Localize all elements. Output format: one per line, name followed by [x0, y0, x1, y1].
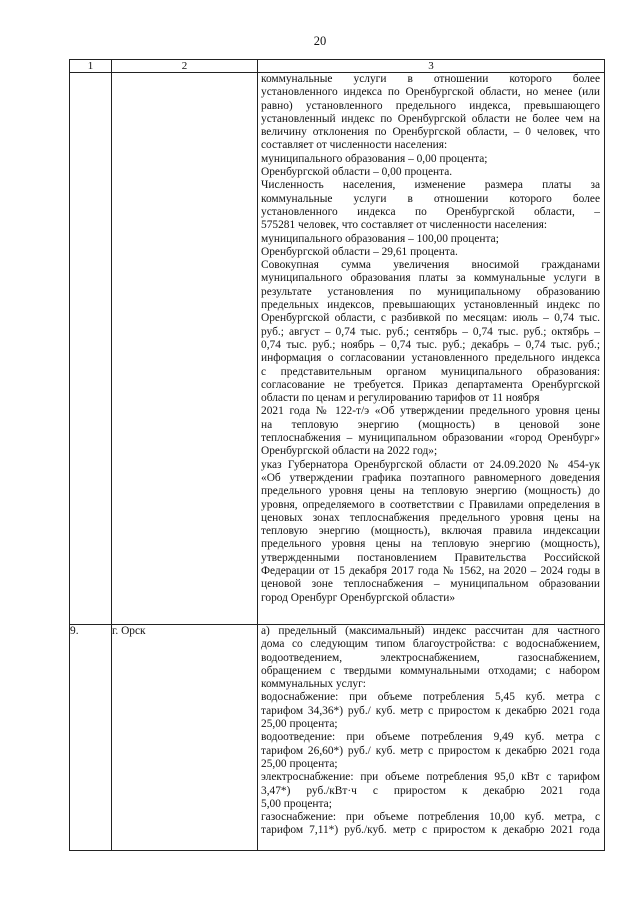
text-line: предельных индексов, превышающих установленный индекс по	[261, 299, 600, 312]
locality-cell: г. Орск	[112, 625, 258, 851]
header-col-2: 2	[112, 60, 258, 73]
text-line: равно) установленного предельного индекса, превышающего	[261, 99, 600, 112]
text-line: водоотведение: при объеме потребления 9,49 куб. метра с	[261, 731, 600, 744]
text-line: предельного уровня цены на тепловую энергию (мощность) до	[261, 485, 600, 498]
text-line: указ Губернатора Оренбургской области от 24.09.2020 № 454-ук	[261, 458, 600, 471]
text-line: ценовых зонах теплоснабжения предельного уровня цены на	[261, 511, 600, 524]
text-line: установленный индекс по Оренбургской области не более чем на	[261, 112, 600, 125]
text-line: уровня, определяемого в соответствии с Правилами определения в	[261, 498, 600, 511]
header-col-3: 3	[258, 60, 605, 73]
text-line: коммунальных услуг:	[261, 678, 366, 691]
text-line: Численность населения, изменение размера платы за	[261, 179, 600, 192]
text-line: теплоснабжения – муниципальном образовании «город Оренбург»	[261, 432, 600, 445]
data-table	[69, 59, 605, 851]
text-line: 25,00 процента;	[261, 757, 338, 770]
text-line: Совокупная сумма увеличения вносимой гражданами	[261, 259, 600, 272]
text-line: Федерации от 15 декабря 2017 года № 1562, на 2020 – 2024 годы в	[261, 564, 600, 577]
text-line: 0,74 тыс. руб.; ноябрь – 0,74 тыс. руб.; декабрь – 0,74 тыс. руб.;	[261, 338, 600, 351]
text-line: установленного индекса по Оренбургской области, но менее (или	[261, 86, 600, 99]
text-line: руб.; август – 0,74 тыс. руб.; сентябрь – 0,74 тыс. руб.; октябрь –	[261, 325, 600, 338]
text-line: утвержденными постановлением Правительства Российской	[261, 551, 600, 564]
text-line: водоотведением, электроснабжением, газоснабжением,	[261, 651, 600, 664]
page-number: 20	[313, 34, 327, 48]
text-line: Оренбургской области на 2022 год»;	[261, 445, 438, 458]
text-line: муниципального образования – 0,00 процента;	[261, 152, 488, 165]
text-line: газоснабжение: при объеме потребления 10,00 куб. метра, с	[261, 811, 600, 824]
text-line: дома со следующим типом благоустройства: с водоснабжением,	[261, 638, 600, 651]
description-cell	[258, 625, 605, 851]
text-line: водоснабжение: при объеме потребления 5,45 куб. метра с	[261, 691, 600, 704]
text-line: коммунальные услуги в отношении которого более	[261, 192, 600, 205]
locality-cell	[112, 73, 258, 625]
text-line: Оренбургской области, с разбивкой по месяцам: июль – 0,74 тыс.	[261, 312, 600, 325]
text-line: предельного уровня цены на тепловую энергию (мощность),	[261, 538, 600, 551]
text-line: на тепловую энергию (мощность) в ценовой зоне	[261, 418, 600, 431]
text-line: электроснабжение: при объеме потребления 95,0 кВт с тарифом	[261, 771, 600, 784]
text-line: тарифом 7,11*) руб./куб. метр с приростом к декабрю 2021 года	[261, 824, 600, 837]
text-line: составляет от численности населения:	[261, 139, 448, 152]
text-line: с представительным органом муниципального образования:	[261, 365, 600, 378]
text-line: тарифом 26,60*) руб./ куб. метр с приростом к декабрю 2021 года	[261, 744, 600, 757]
text-line: город Оренбург Оренбургской области»	[261, 591, 456, 604]
text-line: области по ценам и регулированию тарифов от 11 ноября	[261, 392, 540, 405]
text-line: коммунальные услуги в отношении которого более	[261, 73, 600, 85]
text-line: ценовой зоне теплоснабжения – муниципальном образовании	[261, 578, 600, 591]
text-line: согласование не требуется. Приказ департамента Оренбургской	[261, 378, 600, 391]
row-number-cell	[70, 73, 112, 625]
text-line: величину отклонения по Оренбургской области, – 0 человек, что	[261, 126, 600, 139]
text-line: тарифом 34,36*) руб./ куб. метр с приростом к декабрю 2021 года	[261, 704, 600, 717]
text-line: обращением с твердыми коммунальными отходами; с набором	[261, 664, 600, 677]
text-line: а) предельный (максимальный) индекс рассчитан для частного	[261, 625, 600, 637]
text-line: 5,00 процента;	[261, 797, 332, 810]
table-header-row	[70, 60, 605, 73]
text-line: муниципального образования платы за коммунальные услуги в	[261, 272, 600, 285]
description-cell	[258, 73, 605, 625]
description-text	[258, 73, 604, 605]
table-row	[70, 73, 605, 625]
text-line: муниципального образования – 100,00 процента;	[261, 232, 499, 245]
text-line: тепловую энергию (мощность), включая правила индексации	[261, 525, 600, 538]
text-line: Оренбургской области – 29,61 процента.	[261, 245, 458, 258]
text-line: 3,47*) руб./кВт·ч с приростом к декабрю 2021 года	[261, 784, 600, 797]
text-line: 2021 года № 122-т/э «Об утверждении предельного уровня цены	[261, 405, 600, 418]
text-line: результате установления по муниципальному образованию	[261, 285, 600, 298]
text-line: установленного индекса по Оренбургской области, –	[261, 205, 600, 218]
text-line: информация о согласовании установленного предельного индекса	[261, 352, 600, 365]
table-row	[70, 625, 605, 851]
row-number-cell: 9.	[70, 625, 112, 851]
text-line: 575281 человек, что составляет от численности населения:	[261, 219, 548, 232]
text-line: «Об утверждении графика поэтапного равномерного доведения	[261, 471, 600, 484]
header-col-1: 1	[70, 60, 112, 73]
description-text	[258, 625, 604, 838]
text-line: 25,00 процента;	[261, 718, 338, 731]
text-line: Оренбургской области – 0,00 процента.	[261, 166, 453, 179]
